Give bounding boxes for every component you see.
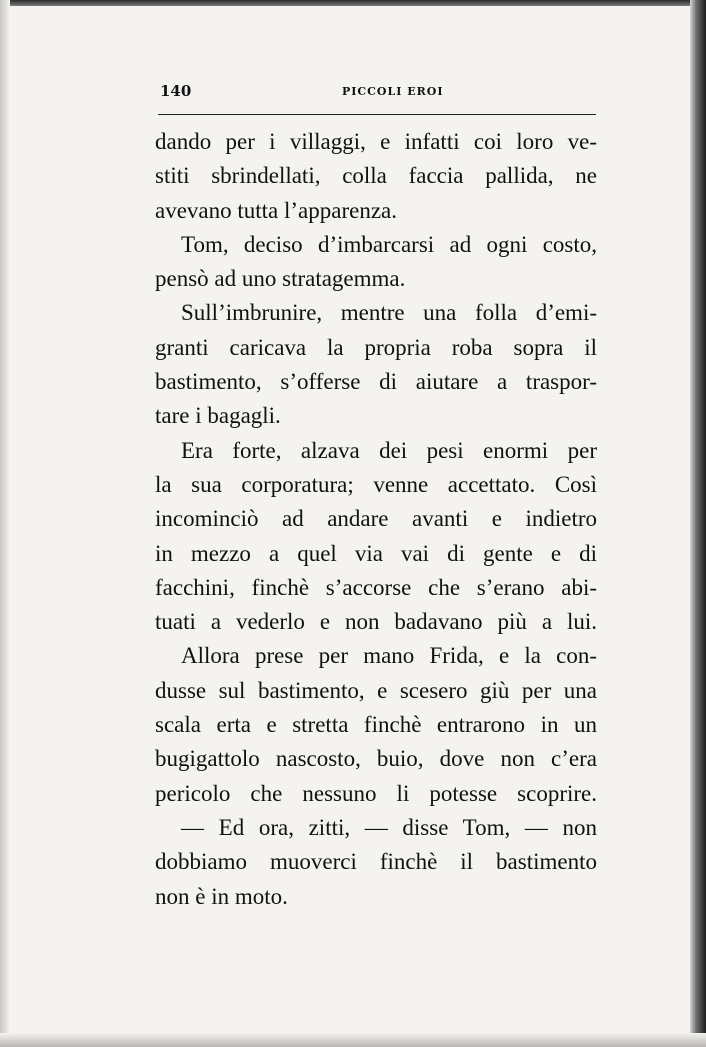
paragraph-6: [155, 811, 597, 914]
text-line: in mezzo a quel via vai di gente e di: [155, 540, 597, 566]
text-line: non è in moto.: [155, 883, 288, 909]
text-line: Sull’imbrunire, mentre una folla d’emi-: [181, 300, 597, 326]
text-line: granti caricava la propria roba sopra il: [155, 334, 597, 360]
text-line: incominciò ad andare avanti e indietro: [155, 506, 597, 532]
text-line: dusse sul bastimento, e scesero giù per una: [155, 677, 597, 703]
text-line: tare i bagagli.: [155, 403, 281, 429]
text-line: avevano tutta l’apparenza.: [155, 197, 398, 223]
text-line: dando per i villaggi, e infatti coi loro ve-: [155, 129, 597, 154]
paragraph-1: [155, 125, 597, 228]
text-line: facchini, finchè s’accorse che s’erano abi-: [155, 574, 597, 600]
scan-edge-top: [0, 0, 706, 6]
text-line: bugigattolo nascosto, buio, dove non c’era: [155, 746, 597, 772]
paragraph-2: [155, 228, 597, 297]
text-line: Allora prese per mano Frida, e la con-: [181, 643, 597, 669]
running-title: PICCOLI EROI: [342, 85, 444, 98]
scan-edge-bottom: [0, 1033, 706, 1047]
text-line: — Ed ora, zitti, — disse Tom, — non: [181, 814, 597, 840]
text-line: scala erta e stretta finchè entrarono in un: [155, 712, 597, 738]
page-header: [158, 80, 596, 115]
text-line: Tom, deciso d’imbarcarsi ad ogni costo,: [181, 231, 597, 257]
text-line: bastimento, s’offerse di aiutare a traspor-: [155, 369, 597, 395]
scan-edge-left: [0, 0, 10, 1047]
body-text: [155, 125, 597, 914]
text-line: la sua corporatura; venne accettato. Così: [155, 471, 597, 497]
paragraph-3: [155, 296, 597, 433]
paragraph-5: [155, 639, 597, 810]
page-number: 140: [160, 82, 192, 100]
text-line: pericolo che nessuno li potesse scoprire.: [155, 780, 597, 806]
scan-edge-right: [690, 0, 706, 1047]
text-line: dobbiamo muoverci finchè il bastimento: [155, 849, 597, 875]
text-line: tuati a vederlo e non badavano più a lui.: [155, 609, 597, 635]
text-line: pensò ad uno stratagemma.: [155, 266, 406, 292]
text-line: stiti sbrindellati, colla faccia pallida, ne: [155, 163, 597, 189]
paragraph-4: [155, 434, 597, 640]
text-line: Era forte, alzava dei pesi enormi per: [181, 437, 597, 463]
